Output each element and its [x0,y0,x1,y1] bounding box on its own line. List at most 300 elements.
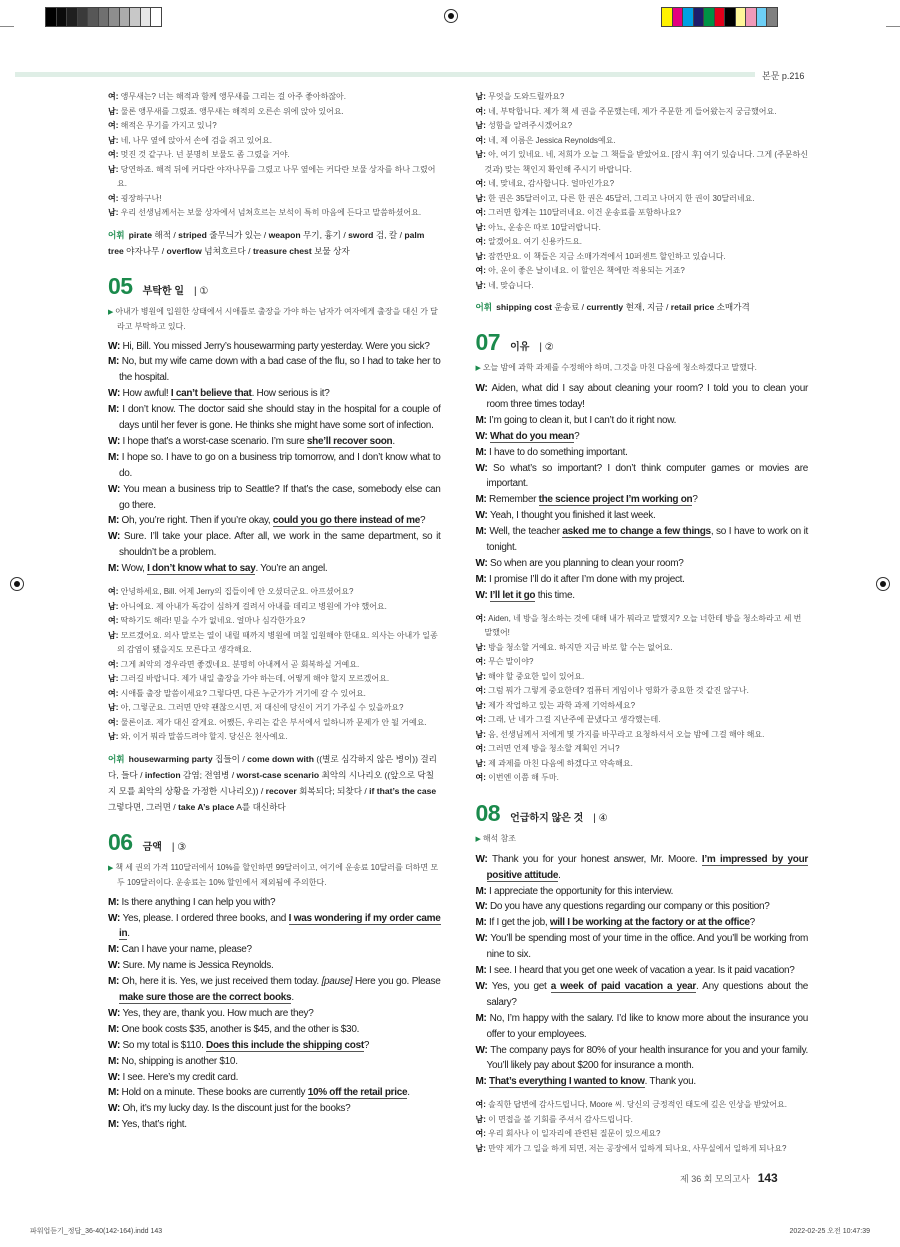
translation-line [108,701,441,716]
translation-line [476,206,809,221]
key-phrase: I can’t believe that [170,388,252,400]
s06-dialogue [108,895,441,1134]
speaker-label: M: [475,1012,490,1024]
line-text: 네, 맞네요, 감사합니다. 얼마인가요? [488,179,615,188]
speaker-label: 여: [475,237,489,246]
line-text: Well, the teacher [489,526,563,538]
speaker-label: M: [108,944,122,956]
speaker-label: 여: [475,686,489,696]
line-text: 그래, 난 네가 그걸 지난주에 끝냈다고 생각했는데. [488,715,661,725]
dialogue-line [476,899,809,915]
line-text: 해적은 무기를 가지고 있니? [120,121,217,130]
dialogue-line [108,450,441,482]
speaker-label: 남: [475,642,489,652]
line-text: Aiden, 네 방을 청소하는 것에 대해 내가 뭐라고 말했지? 오늘 너한테 방을 청소하라고 세 번 말했어! [484,613,802,638]
line-text: ? [574,430,580,442]
speaker-label: M: [475,965,490,977]
key-phrase: the science project I’m working on [538,494,693,506]
line-text: 무엇을 도와드릴까요? [488,92,565,101]
dialogue-line [476,413,809,429]
speaker-label: M: [108,451,122,463]
left-column [108,90,441,1156]
line-text: 제 과제를 마친 다음에 하겠다고 약속해요. [488,758,633,768]
vocab-word: treasure chest [252,245,312,256]
line-text: 아, 그렇군요. 그러면 만약 괜찮으시면, 저 대신에 당신이 거기 가주실 수 있을까요? [120,703,404,713]
key-phrase: I’ll let it go [489,589,536,601]
answer-mark: | ③ [171,841,187,853]
vocab-label: 어휘 [475,302,493,312]
vocab-meaning: 소매가격 [714,302,750,312]
translation-line [108,672,441,687]
question-number: 07 [475,329,501,355]
question-number: 06 [108,828,133,855]
dialogue-line [108,942,441,958]
vocab-word: pirate [128,229,153,240]
s08-translation [476,1098,809,1156]
dialogue-line [108,402,441,434]
dialogue-line [108,1117,441,1133]
speaker-label: 남: [475,758,489,768]
speaker-label: M: [108,896,122,908]
dialogue-line [476,492,809,508]
speaker-label: 여: [475,773,489,783]
s04-vocab [108,227,441,259]
speaker-label: 남: [475,729,489,739]
line-text: 성함을 알려주시겠어요? [488,121,573,130]
line-text: How awful! [122,388,171,400]
line-text: 우리 선생님께서는 보물 상자에서 넘쳐흐르는 보석이 특히 마음에 든다고 말씀하셨어요. [120,208,422,217]
speaker-label: M: [108,976,122,988]
translation-line [476,1142,809,1157]
question-title: 언급하지 않은 것 [510,812,584,824]
line-text: 네, 부탁합니다. 제가 책 세 권을 주문했는데, 제가 주문한 게 들어왔는지 궁금했어요. [488,106,777,116]
translation-line [476,221,809,236]
line-text: 그게 최악의 경우라면 좋겠네요. 분명히 아내께서 곧 회복하실 거예요. [120,659,360,669]
speaker-label: W: [108,1007,123,1019]
speaker-label: 남: [108,703,121,713]
translation-line [476,90,809,105]
line-text: Oh, here it is. Yes, we just received them today. [121,976,322,988]
speaker-label: W: [108,912,123,924]
vocab-meaning: 회복되다; 되찾다 / [296,785,370,796]
key-phrase: make sure those are the correct books [119,992,292,1004]
line-text: ? [692,494,698,506]
translation-line [476,684,809,699]
line-text: 알겠어요. 여기 신용카드요. [488,237,583,246]
speaker-label: 남: [475,700,489,710]
key-phrase: Does this include the shipping cost [206,1039,364,1051]
speaker-label: 남: [108,164,121,174]
dialogue-line [476,381,809,413]
line-text: 그러길 바랍니다. 제가 내일 출장을 가야 하는데, 어떻게 해야 할지 모르겠어요. [120,674,390,684]
speaker-label: M: [475,573,490,585]
line-text: . Thank you. [644,1076,696,1088]
key-phrase: could you go there instead of me [272,515,420,527]
speaker-label: M: [475,1076,490,1088]
dialogue-line [476,963,809,979]
line-text: 이번엔 이쯤 해 두마. [488,773,559,783]
translation-line [476,641,809,656]
note-text: 책 세 권의 가격 110달러에서 10%를 할인하면 99달러이고, 여기에 운송료 10달러를 더하면 모두 109달러이다. 운송료는 10% 할인에서 제외됨에 주의한다. [115,862,439,887]
translation-line [476,757,809,772]
translation-line [476,655,809,670]
dialogue-line [476,884,809,900]
speaker-label: W: [475,980,492,992]
translation-line [476,1113,809,1128]
translation-line [108,105,441,120]
translation-line [476,279,809,294]
right-column [476,90,809,1156]
speaker-label: 남: [475,150,489,159]
vocab-word: weapon [268,229,301,240]
translation-line [108,730,441,745]
line-text: 잠깐만요. 이 책들은 지금 소매가격에서 10퍼센트 할인하고 있습니다. [488,251,726,261]
speaker-label: M: [108,563,122,575]
line-text: 물론 앵무새를 그렸죠. 앵무새는 해적의 오른손 위에 앉아 있어요. [120,106,344,116]
speaker-label: W: [108,1071,123,1083]
s04-translation [108,90,441,221]
triangle-bullet-icon: ▶ [475,835,483,843]
speaker-label: 여: [475,208,489,217]
line-text: So when are you planning to clean your room? [489,557,684,569]
speaker-label: M: [108,1023,122,1035]
line-text: I appreciate the opportunity for this interview. [489,885,674,897]
dialogue-line [476,852,809,884]
line-text: I hope so. I have to go on a business trip tomorrow, and I don’t know what to do. [119,451,441,479]
question-06-note [108,861,441,890]
line-text: ? [363,1039,370,1051]
key-phrase: a week of paid vacation a year [550,980,696,992]
speaker-label: 여: [475,613,489,623]
translation-line [476,612,809,641]
line-text: No, shipping is another $10. [121,1055,238,1067]
dialogue-line [476,429,809,445]
note-text: 아내가 병원에 입원한 상태에서 시애틀로 출장을 가야 하는 남자가 여자에게 출장을 대신 가 달라고 부탁하고 있다. [115,306,438,331]
speaker-label: W: [475,510,490,522]
line-text: You mean a business trip to Seattle? If that’s the case, somebody else can go there. [119,483,441,511]
line-text: . [558,869,561,881]
vocab-meaning: 감염; 전염병 / [180,769,237,780]
line-text: , so I have to work on it tonight. [486,526,809,554]
line-text: 솔직한 답변에 감사드립니다, Moore 씨. 당신의 긍정적인 태도에 깊은 인상을 받았어요. [488,1100,787,1110]
s06-translation [476,90,809,293]
question-number: 08 [475,799,501,826]
question-06-heading [108,829,441,861]
line-text: . Any questions about the salary? [486,980,809,1008]
speaker-label: W: [475,462,494,474]
dialogue-line [108,1070,441,1086]
line-text: 만약 제가 그 일을 하게 되면, 저는 공장에서 일하게 되나요, 사무실에서 일하게 되나요? [488,1143,787,1153]
speaker-label: M: [108,1055,122,1067]
speaker-label: M: [108,1087,122,1099]
vocab-meaning: 운송료 / [551,302,587,312]
dialogue-line [476,572,809,588]
line-text: No, but my wife came down with a bad case of the flu, so I had to take her to the hospital. [119,356,441,384]
speaker-label: 남: [475,222,489,232]
dialogue-line [108,1101,441,1117]
line-text: I see. Here’s my credit card. [122,1071,239,1083]
vocab-word: infection [144,769,181,780]
vocab-meaning: 그렇다면, 그러면 / [108,801,179,812]
speaker-label: 남: [475,1143,489,1153]
line-text: 딱하기도 해라! 믿을 수가 없네요. 얼마나 심각한가요? [120,616,306,626]
speaker-label: 남: [475,121,489,130]
translation-line [476,1127,809,1142]
line-text: 우리 회사나 이 일자리에 관련된 질문이 있으세요? [488,1129,661,1139]
speaker-label: W: [475,853,493,865]
key-phrase: I was wondering if my order came in [119,912,441,940]
dialogue-line [476,588,809,604]
vocab-word: overflow [166,245,202,256]
line-text: 그러면 언제 방을 청소할 계획인 거니? [488,744,620,754]
vocab-meaning: 야자나무 / [123,245,167,256]
speaker-label: 남: [108,106,121,116]
question-08-note [476,832,809,847]
translation-line [108,614,441,629]
line-text: ? [749,917,755,929]
vocab-meaning: 무기, 흉기 / [300,229,349,240]
line-text: I hope that’s a worst-case scenario. I’m sure [122,435,307,447]
translation-line [476,264,809,279]
translation-line [108,90,441,105]
key-phrase: I’m impressed by your positive attitude [486,853,808,881]
speaker-label: 남: [475,280,489,290]
line-text: this time. [535,589,575,601]
triangle-bullet-icon: ▶ [108,308,116,316]
s05-dialogue [108,339,441,578]
answer-mark: | ② [539,342,554,353]
vocab-word: take A’s place [178,801,235,812]
dialogue-line [476,556,809,572]
speaker-label: W: [108,435,123,447]
translation-line [476,742,809,757]
line-text: 멋진 것 같구나. 넌 분명히 보물도 좀 그렸을 거야. [120,150,290,159]
dialogue-line [108,895,441,911]
dialogue-line [108,386,441,402]
answer-mark: | ④ [593,812,608,824]
dialogue-line [108,561,441,577]
line-text: . [127,928,130,940]
line-text: . [392,435,395,447]
translation-line [108,585,441,600]
line-text: I promise I’ll do it after I’m done with my project. [489,573,685,585]
speaker-label: W: [108,1039,123,1051]
line-text: . [407,1087,410,1099]
dialogue-line [108,513,441,529]
key-phrase: What do you mean [489,430,575,442]
speaker-label: 여: [475,266,489,275]
translation-line [476,1098,809,1113]
page-footer [0,1170,900,1187]
line-text: So my total is $110. [122,1039,207,1051]
line-text: Sure. I’ll take your place. After all, we work in the same department, so it shouldn’t be a problem. [119,531,441,559]
line-text: Sure. My name is Jessica Reynolds. [122,960,274,972]
speaker-label: M: [475,414,490,426]
line-text: 시애틀 출장 말씀이세요? 그렇다면, 다른 누군가가 거기에 갈 수 있어요. [120,688,366,698]
note-text: 오늘 밤에 과학 과제를 수정해야 하며, 그것을 마친 다음에 청소하겠다고 말했다. [482,363,757,372]
speaker-label: W: [108,483,124,495]
question-08-heading [476,800,809,832]
dialogue-line [108,1006,441,1022]
line-text: Yes, please. I ordered three books, and [122,912,289,924]
translation-line [108,134,441,149]
speaker-label: 남: [108,674,121,684]
line-text: So what’s so important? I don’t think computer games or movies are important. [486,462,808,490]
line-text: Here you go. Please [352,976,441,988]
dialogue-line [108,482,441,514]
speaker-label: W: [108,531,124,543]
speaker-label: 여: [108,193,121,203]
line-text: 그러면 합계는 110달러네요. 이건 운송료를 포함하나요? [488,208,681,217]
speaker-label: 남: [108,601,121,611]
dialogue-line [108,354,441,386]
translation-line [476,192,809,207]
dialogue-line [108,434,441,450]
speaker-label: M: [108,404,123,416]
line-text: 네, 나무 옆에 앉아서 손에 검을 쥐고 있어요. [120,135,273,145]
speaker-label: M: [108,356,122,368]
speaker-label: W: [475,557,490,569]
line-text: 당연하죠. 해적 뒤에 커다란 야자나무를 그렸고 나무 옆에는 커다란 보물 상자를 하나 그렸어요. [117,164,436,188]
speaker-label: 여: [475,106,489,116]
line-text: You’ll be spending most of your time in the office. And you’ll be working from nine to six. [486,933,808,961]
dialogue-line [108,911,441,943]
speaker-label: M: [108,515,122,527]
speaker-label: 남: [108,732,121,742]
line-text: 그럼 뭐가 그렇게 중요한데? 컴퓨터 게임이나 영화가 중요한 것 같진 않구나. [488,686,749,696]
vocab-word: housewarming party [128,753,213,764]
question-07-note [476,361,809,376]
line-text: 아, 운이 좋은 날이네요. 이 할인은 책에만 적용되는 거죠? [488,266,685,275]
vocab-word: retail price [670,302,715,312]
line-text: Can I have your name, please? [121,944,252,956]
vocab-word: recover [265,785,297,796]
speaker-label: M: [475,446,490,458]
speaker-label: 여: [475,1100,489,1110]
vocab-meaning: 최악의 시나리오 ((앞으로 닥칠지 모를 최악의 상황을 가정한 시나리오)) / [108,769,435,796]
line-text: 아니에요. 제 아내가 독감이 심하게 걸려서 아내를 데리고 병원에 가야 했어요. [120,601,387,611]
line-text: 음, 선생님께서 저에게 몇 가지를 바꾸라고 요청하셔서 오늘 밤에 그걸 해야 해요. [488,729,765,739]
dialogue-line [476,524,809,556]
vocab-meaning: 줄무늬가 있는 / [206,229,269,240]
dialogue-line [108,339,441,355]
s08-dialogue [476,852,809,1091]
line-text: Hi, Bill. You missed Jerry’s housewarming party yesterday. Were you sick? [122,340,430,352]
dialogue-line [476,979,809,1011]
vocab-meaning: 현재, 지금 / [623,302,671,312]
question-05-heading [108,273,441,305]
dialogue-line [108,1054,441,1070]
speaker-label: W: [108,388,123,400]
triangle-bullet-icon: ▶ [475,365,483,372]
line-text: 굉장하구나! [120,193,162,203]
translation-line [476,105,809,120]
line-text: . [291,992,294,1004]
line-text: If I get the job, [489,917,550,929]
line-text: Yes, they are, thank you. How much are they? [122,1007,314,1019]
translation-line [476,713,809,728]
translation-line [476,148,809,177]
line-text: 모르겠어요. 의사 말로는 열이 내릴 때까지 병원에 며칠 입원해야 한대요. 의사는 아내가 일종의 감염이 됐을지도 모른다고 생각해요. [117,630,438,655]
key-phrase: she’ll recover soon [306,435,393,447]
vocab-meaning: 해적 / [152,229,179,240]
dialogue-line [108,1085,441,1101]
line-text: 네, 맞습니다. [488,280,534,290]
line-text: I have to do something important. [489,446,628,458]
translation-line [476,134,809,149]
translation-line [108,629,441,658]
line-text: Hold on a minute. These books are currently [121,1087,308,1099]
line-text: No, I’m happy with the salary. I’d like to know more about the insurance you offer to your employees. [486,1012,809,1040]
dialogue-line [476,461,809,493]
question-title: 부탁한 일 [142,285,185,297]
speaker-label: W: [108,340,123,352]
speaker-label: 남: [475,92,489,101]
translation-line [108,119,441,134]
line-text: Is there anything I can help you with? [121,896,276,908]
translation-line [476,728,809,743]
line-text: ? [419,515,426,527]
slug-filename: 파워업듣기_정답_36-40(142-164).indd 143 [30,1228,163,1236]
registration-mark-icon [876,577,890,591]
s06-vocab [476,299,809,315]
vocab-label: 어휘 [108,229,125,240]
speaker-label: W: [108,960,123,972]
vocab-meaning: 넘쳐흐르다 / [201,245,253,256]
vocab-word: striped [178,229,207,240]
question-05-note [108,305,441,334]
translation-line [476,670,809,685]
line-text: 아뇨, 운송은 따로 10달러랍니다. [488,222,601,232]
dialogue-line [476,508,809,524]
vocab-meaning: ((별로 심각하지 않은 병이)) 걸리다, 들다 / [108,753,437,780]
line-text: The company pays for 80% of your health insurance for you and your family. You’ll likely pay about $200 for insurance a month. [486,1044,809,1072]
key-phrase: asked me to change a few things [562,526,711,538]
line-text: Thank you for your honest answer, Mr. Moore. [492,853,702,865]
translation-line [108,206,441,221]
vocab-word: shipping cost [496,302,552,312]
speaker-label: 여: [475,744,489,754]
vocab-word: currently [586,302,624,312]
dialogue-line [108,1038,441,1054]
line-text: I’m going to clean it, but I can’t do it right now. [489,414,677,426]
dialogue-line [476,1074,809,1090]
speaker-label: 여: [108,659,121,669]
line-text: One book costs $35, another is $45, and the other is $30. [121,1023,360,1035]
page-number: 143 [757,1171,778,1186]
crop-mark [886,26,900,27]
speaker-label: M: [475,885,490,897]
translation-line [476,699,809,714]
line-text: Do you have any questions regarding our company or this position? [489,901,770,913]
question-title: 금액 [142,841,162,853]
line-text: 방을 청소할 거예요. 하지만 지금 바로 할 수는 없어요. [488,642,673,652]
line-text: 안녕하세요, Bill. 어제 Jerry의 집들이에 안 오셨더군요. 아프셨어요? [120,587,354,597]
line-text: Remember [489,494,539,506]
key-phrase: That’s everything I wanted to know [489,1076,645,1088]
translation-line [476,235,809,250]
vocab-meaning: A를 대신하다 [234,801,286,812]
line-text: 이 면접을 볼 기회를 주셔서 감사드립니다. [488,1114,633,1124]
line-text: 앵무새는? 너는 해적과 함께 앵무새를 그리는 걸 아주 좋아하잖아. [120,92,347,101]
vocab-word: palm tree [108,229,425,256]
speaker-label: M: [475,494,490,506]
speaker-label: W: [475,901,490,913]
stage-direction: [pause] [321,976,353,988]
line-text: Oh, you’re right. Then if you’re okay, [121,515,273,527]
line-text: 와, 이거 뭐라 말씀드려야 할지. 당신은 천사예요. [120,732,288,742]
speaker-label: 여: [108,688,121,698]
